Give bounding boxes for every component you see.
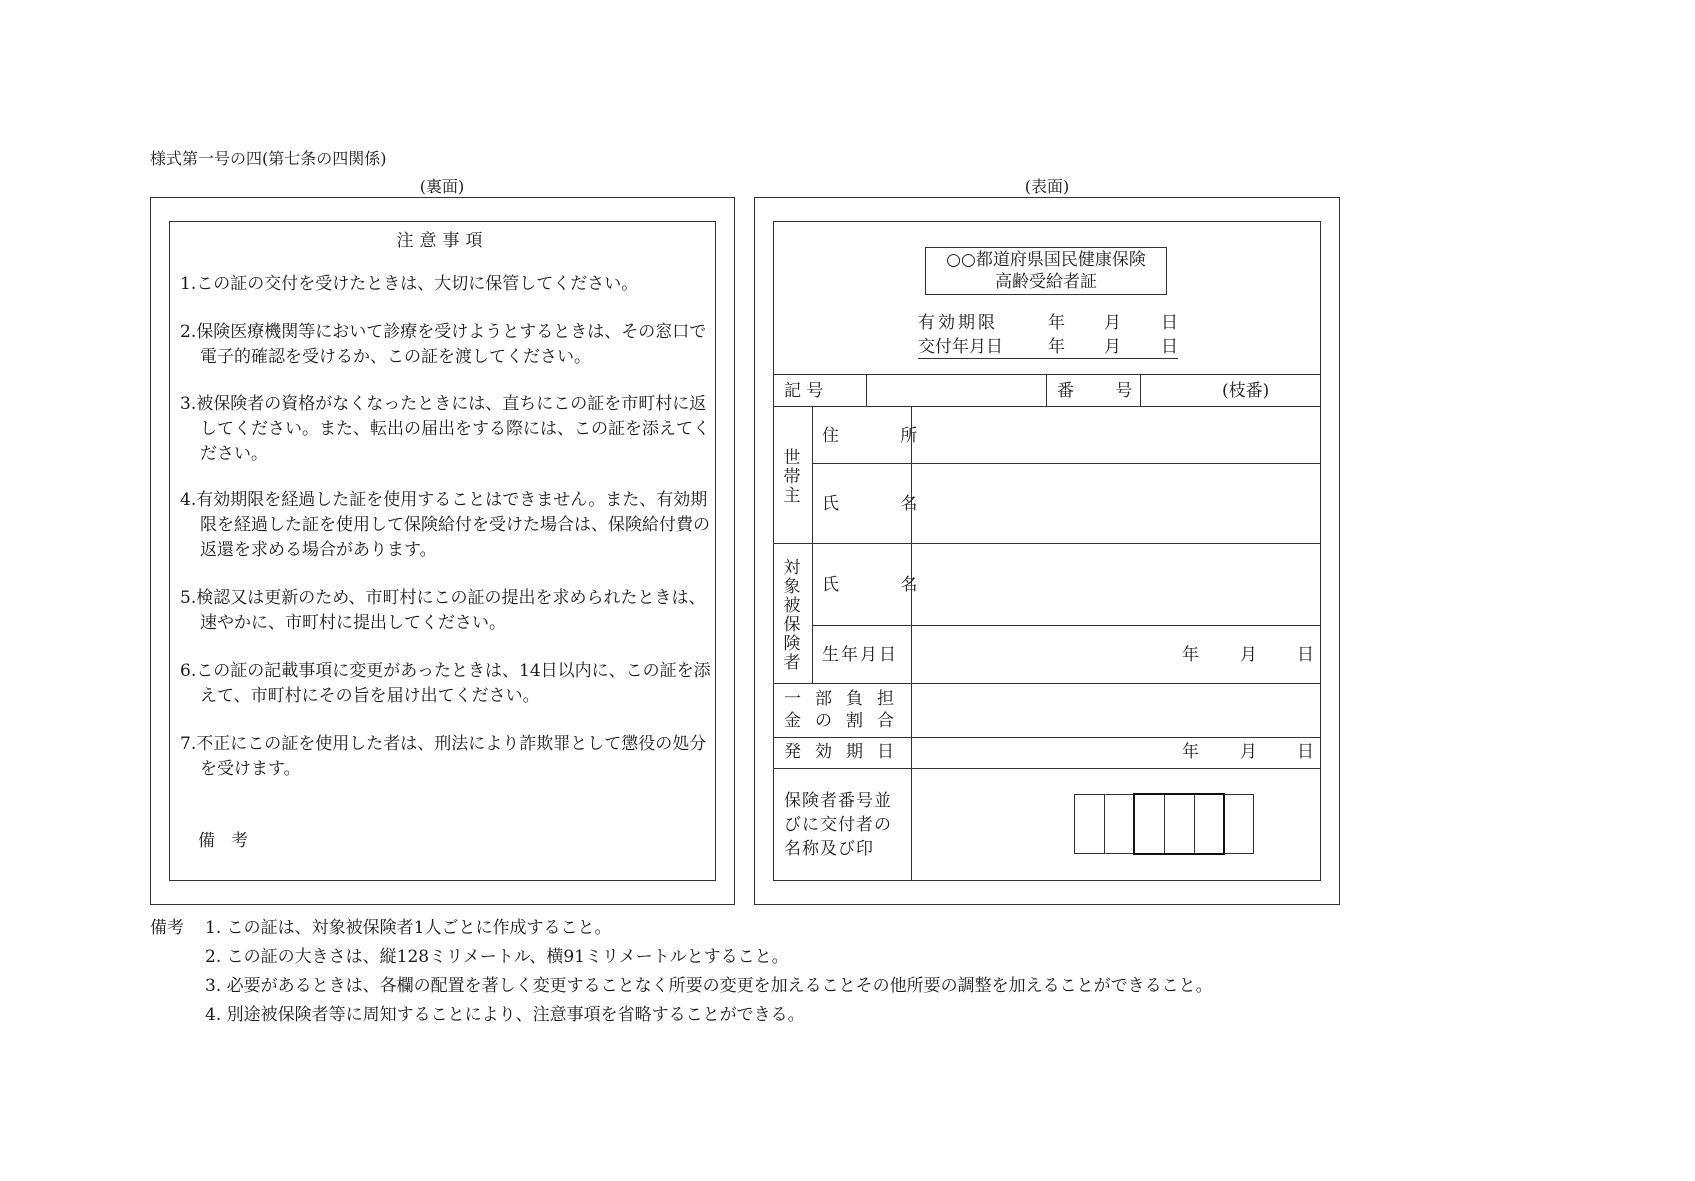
address-label: 住 所 xyxy=(822,426,946,446)
card-face xyxy=(773,221,1321,881)
issue-date-underline xyxy=(918,358,1178,359)
divider xyxy=(812,406,813,683)
footnote-item: 1. この証は、対象被保険者1人ごとに作成すること。 xyxy=(205,918,612,938)
branch-number-label: (枝番) xyxy=(1222,381,1270,401)
back-side-label: (裏面) xyxy=(419,177,465,196)
householder-label: 世帯主 xyxy=(783,448,801,506)
birth-day: 日 xyxy=(1297,645,1314,665)
card-title-line1: ○○都道府県国民健康保険 xyxy=(946,250,1146,270)
note-item: 4.有効期限を経過した証を使用することはできません。また、有効期限を経過した証を使用して保険給付を受けた場合は、保険給付費の返還を求める場合があります。 xyxy=(180,490,710,560)
footnote-item: 4. 別途被保険者等に周知することにより、注意事項を省略することができる。 xyxy=(205,1005,805,1025)
footnote-item: 3. 必要があるときは、各欄の配置を著しく変更することなく所要の変更を加えることその他所要の調整を加えることができること。 xyxy=(205,976,1213,996)
birth-month: 月 xyxy=(1240,645,1257,665)
form-title: 様式第一号の四(第七条の四関係) xyxy=(150,149,387,168)
notes-box xyxy=(169,221,716,881)
insurer-label-line3: 名称及び印 xyxy=(784,839,874,859)
validity-day: 日 xyxy=(1161,313,1178,333)
divider xyxy=(773,543,1321,544)
note-item: 3.被保険者の資格がなくなったときには、直ちにこの証を市町村に返してください。また、転出の届出をする際には、この証を添えてください。 xyxy=(180,394,710,464)
insurer-label-line2: びに交付者の xyxy=(784,815,892,835)
divider xyxy=(812,463,1321,464)
copay-label-line2: 金の割合 xyxy=(784,711,908,731)
validity-month: 月 xyxy=(1104,313,1121,333)
divider xyxy=(1046,374,1047,406)
insured-person-label: 対象被保険者 xyxy=(783,558,801,673)
divider xyxy=(773,683,1321,684)
issue-month: 月 xyxy=(1104,337,1121,357)
divider xyxy=(773,406,1321,407)
front-side-label: (表面) xyxy=(1024,177,1070,196)
issue-date-label: 交付年月日 xyxy=(918,337,1003,357)
insurer-label-line1: 保険者番号並 xyxy=(784,791,892,811)
divider xyxy=(773,768,1321,769)
footnote-label: 備考 xyxy=(150,918,184,938)
effective-month: 月 xyxy=(1240,742,1257,762)
number-label: 番 号 xyxy=(1057,381,1151,401)
notes-heading: 注意事項 xyxy=(396,231,489,251)
back-remarks-label: 備考 xyxy=(198,831,264,851)
card-title-box xyxy=(925,247,1167,295)
householder-name-label: 氏 名 xyxy=(822,494,946,514)
validity-label: 有効期限 xyxy=(918,313,998,333)
footnote-item: 2. この証の大きさは、縦128ミリメートル、横91ミリメートルとすること。 xyxy=(205,947,789,967)
divider xyxy=(866,374,867,406)
issue-day: 日 xyxy=(1161,337,1178,357)
insurer-number-cell xyxy=(1104,794,1105,854)
divider xyxy=(812,625,1321,626)
note-item: 5.検認又は更新のため、市町村にこの証の提出を求められたときは、速やかに、市町村に提出してください。 xyxy=(180,588,706,633)
divider xyxy=(773,737,1321,738)
note-item: 1.この証の交付を受けたときは、大切に保管してください。 xyxy=(180,274,639,294)
issue-year: 年 xyxy=(1048,337,1065,357)
symbol-label: 記 号 xyxy=(784,381,824,401)
birth-year: 年 xyxy=(1182,645,1199,665)
card-title-line2: 高齢受給者証 xyxy=(995,272,1097,292)
effective-year: 年 xyxy=(1182,742,1199,762)
insured-name-label: 氏 名 xyxy=(822,575,946,595)
note-item: 6.この証の記載事項に変更があったときは、14日以内に、この証を添えて、市町村にその旨を届け出てください。 xyxy=(180,661,711,706)
validity-year: 年 xyxy=(1048,313,1065,333)
effective-date-label: 発効期日 xyxy=(784,742,908,762)
note-item: 7.不正にこの証を使用した者は、刑法により詐欺罪として懲役の処分を受けます。 xyxy=(180,734,707,779)
insurer-number-highlight xyxy=(1133,793,1225,855)
birthdate-label: 生年月日 xyxy=(822,645,898,665)
note-item: 2.保険医療機関等において診療を受けようとするときは、その窓口で電子的確認を受けるか、この証を渡してください。 xyxy=(180,322,707,367)
effective-day: 日 xyxy=(1297,742,1314,762)
copay-label-line1: 一部負担 xyxy=(784,689,908,709)
divider xyxy=(911,406,912,881)
divider xyxy=(773,374,1321,375)
